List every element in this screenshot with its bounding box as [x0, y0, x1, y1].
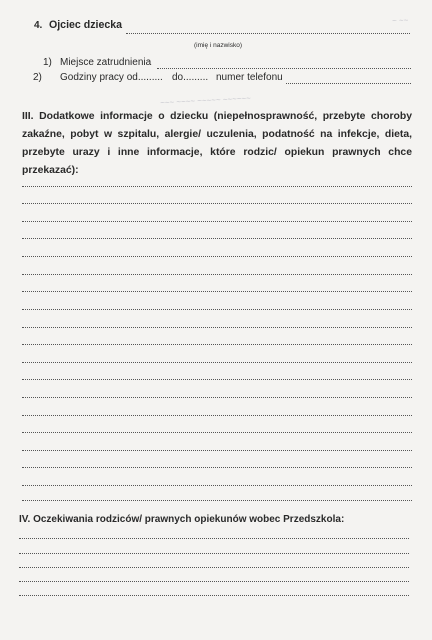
bleed-through-mark: ~~~ ~~~~ ~~~~~ ~~~~~~ [159, 93, 251, 108]
workplace-label: Miejsce zatrudnienia [60, 57, 152, 68]
answer-line[interactable] [22, 221, 412, 222]
father-number: 4. [34, 20, 43, 31]
answer-line[interactable] [22, 432, 412, 433]
answer-line[interactable] [19, 567, 409, 568]
answer-line[interactable] [22, 379, 412, 380]
workplace-number: 1) [43, 57, 52, 68]
answer-line[interactable] [22, 450, 412, 451]
answer-line[interactable] [19, 595, 409, 596]
answer-line[interactable] [22, 256, 412, 257]
workplace-line[interactable] [157, 68, 411, 69]
father-title: Ojciec dziecka [49, 19, 123, 31]
answer-line[interactable] [22, 344, 412, 345]
answer-line[interactable] [22, 397, 412, 398]
answer-line[interactable] [22, 327, 412, 328]
answer-line[interactable] [19, 553, 409, 554]
hours-number: 2) [33, 72, 42, 83]
father-name-hint: (imię i nazwisko) [194, 42, 243, 49]
answer-line[interactable] [22, 203, 412, 204]
answer-line[interactable] [22, 274, 412, 275]
answer-line[interactable] [22, 309, 412, 310]
section3-text: III. Dodatkowe informacje o dziecku (niepełnosprawność, przebyte choroby zakaźne, pobyt w szpitalu, alergie/ uczulenia, podatność na infekcje, dieta, przebyte urazy i inne informacje, które rodzic/ opiekun prawnych chce przekazać): [22, 111, 412, 176]
answer-line[interactable] [22, 467, 412, 468]
phone-label: numer telefonu [216, 72, 283, 83]
section4-title: IV. Oczekiwania rodziców/ prawnych opiekunów wobec Przedszkola: [19, 514, 345, 525]
hours-to-label: do......... [172, 72, 209, 83]
answer-line[interactable] [19, 581, 409, 582]
answer-line[interactable] [22, 186, 412, 187]
answer-line[interactable] [22, 291, 412, 292]
bleed-through-mark: ~ ~~ [391, 15, 409, 26]
answer-line[interactable] [22, 500, 412, 501]
answer-line[interactable] [22, 415, 412, 416]
answer-line[interactable] [22, 362, 412, 363]
answer-line[interactable] [19, 538, 409, 539]
hours-from-label: Godziny pracy od......... [60, 72, 163, 83]
answer-line[interactable] [22, 485, 412, 486]
phone-line[interactable] [286, 83, 411, 84]
father-name-line[interactable] [126, 33, 410, 34]
answer-line[interactable] [22, 238, 412, 239]
